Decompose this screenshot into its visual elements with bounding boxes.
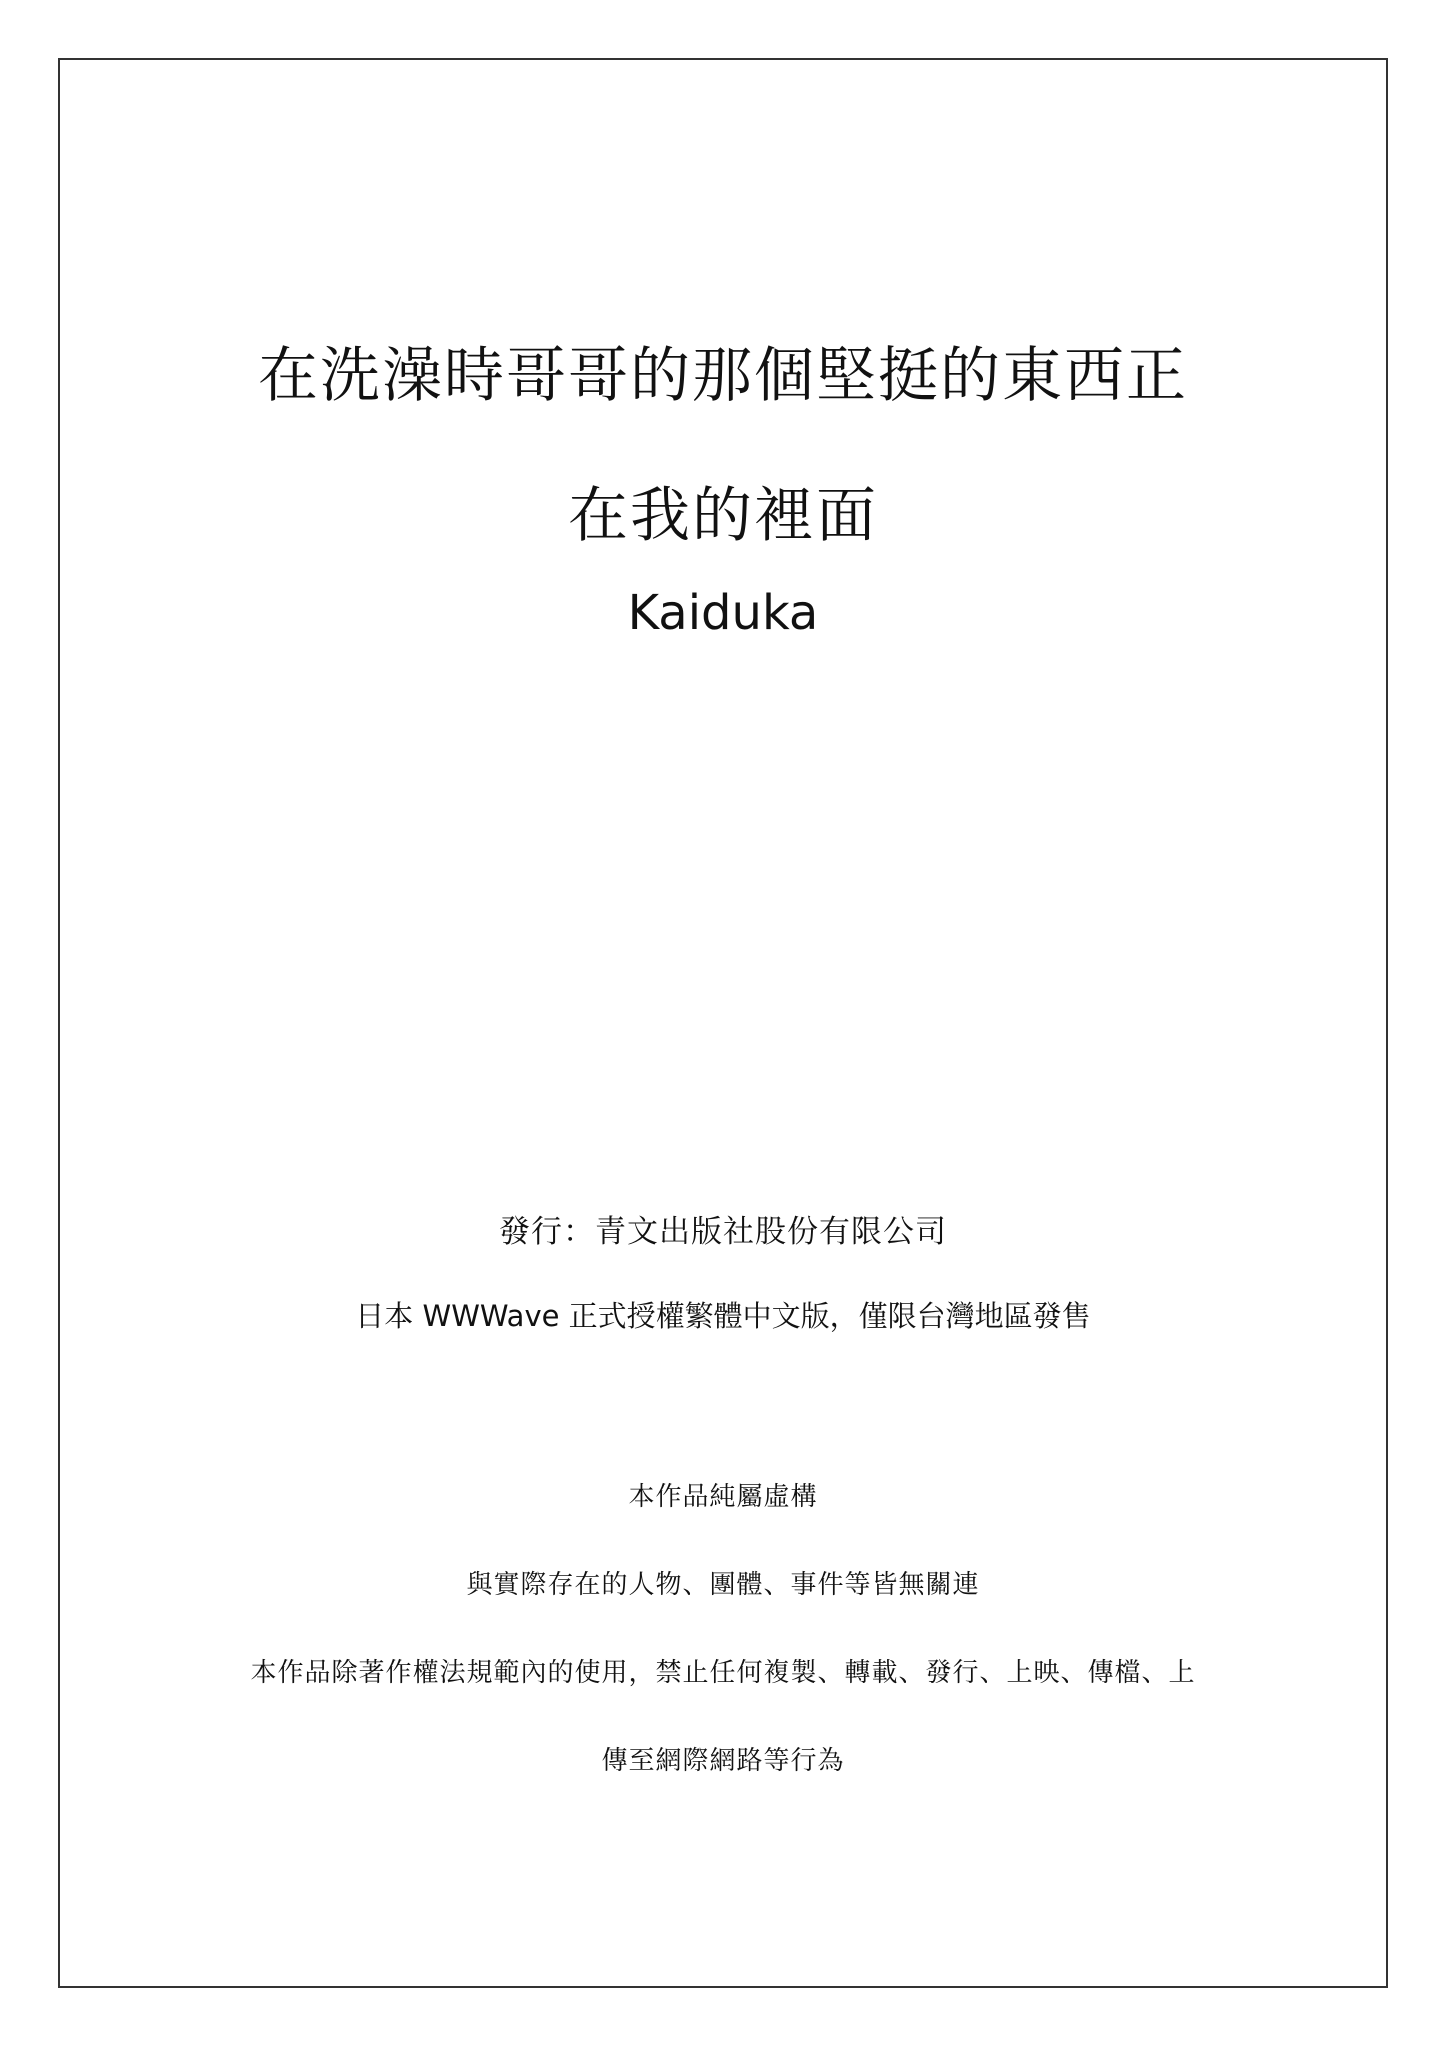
title-line-1: 在洗澡時哥哥的那個堅挺的東西正 (258, 341, 1188, 411)
title-line-2: 在我的裡面 (568, 481, 878, 551)
author-name: Kaiduka (627, 585, 819, 641)
notice-fiction: 本作品純屬虛構 (628, 1482, 818, 1512)
notice-no-relation: 與實際存在的人物、團體、事件等皆無關連 (466, 1570, 980, 1600)
notice-copyright-2: 傳至網際網路等行為 (601, 1746, 845, 1776)
notice-copyright-1: 本作品除著作權法規範內的使用，禁止任何複製、轉載、發行、上映、傳檔、上 (250, 1658, 1196, 1688)
publisher-line: 發行：青文出版社股份有限公司 (499, 1214, 947, 1250)
license-line: 日本 WWWave 正式授權繁體中文版，僅限台灣地區發售 (355, 1299, 1091, 1333)
